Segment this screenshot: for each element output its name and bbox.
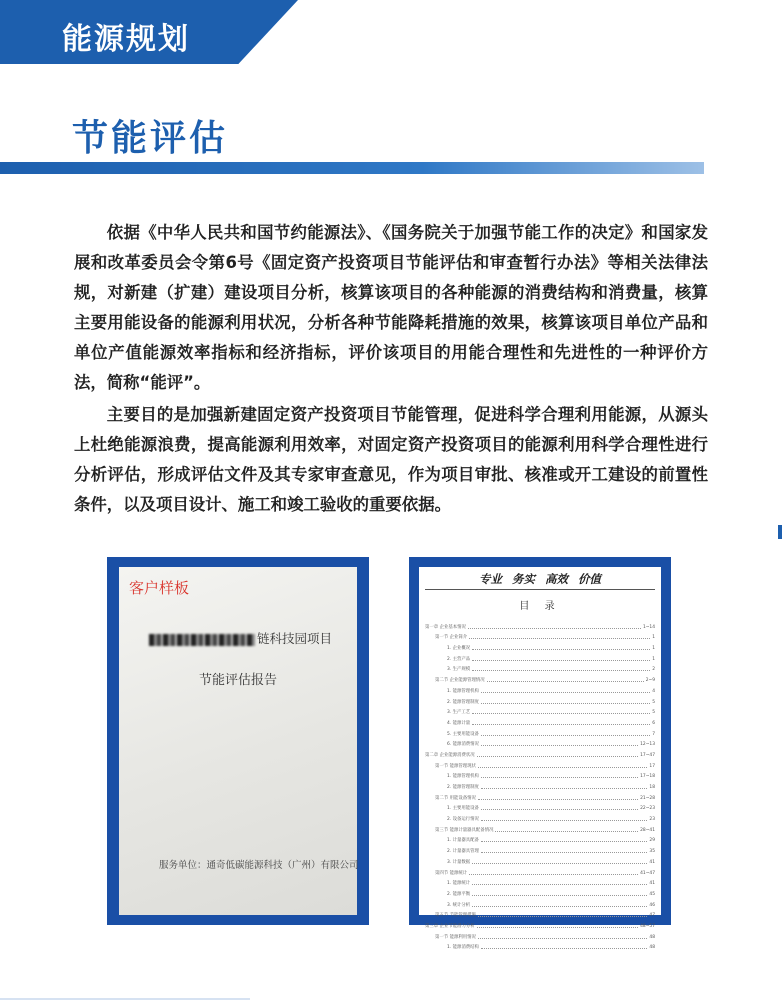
toc-item-page: 6 xyxy=(652,720,655,726)
toc-item-page: 17 xyxy=(649,763,655,769)
toc-item-page: 17~47 xyxy=(640,752,655,758)
toc-item-page: 48 xyxy=(649,934,655,940)
paragraph-purpose: 主要目的是加强新建固定资产投资项目节能管理，促进科学合理利用能源，从源头上杜绝能源浪费，提高能源利用效率，对固定资产投资项目的能源利用科学合理性进行分析评估，形成评估文件及其专家审查意见，作为项目审批、核准或开工建设的前置性条件，以及项目设计、施工和竣工验收的重要依据。 xyxy=(74,405,708,514)
toc-item-text: 1. 主要用能设备 xyxy=(447,806,479,812)
toc-item-page: 1 xyxy=(652,646,655,652)
toc-item-page: 45 xyxy=(649,891,655,897)
toc-item-text: 1. 能源统计 xyxy=(447,881,471,887)
toc-item-page: 17~18 xyxy=(640,774,655,780)
toc-item-text: 3. 计量数据 xyxy=(447,859,471,865)
toc-leader xyxy=(472,669,650,671)
toc-leader xyxy=(495,830,638,832)
toc-item-text: 2. 能源管理制度 xyxy=(447,785,479,790)
toc-item-page: 48 xyxy=(649,945,655,951)
report-cover xyxy=(119,567,357,915)
toc-item xyxy=(425,726,655,737)
toc-item xyxy=(425,876,655,887)
toc-item-text: 第五节 节能管理措施 xyxy=(435,913,476,919)
toc-item-text: 第一节 能源利用情况 xyxy=(435,934,476,940)
service-unit: 服务单位：通奇低碳能源科技（广州）有限公司 xyxy=(159,860,359,871)
toc-item xyxy=(425,940,655,951)
toc-slogan: 专业 务实 高效 价值 xyxy=(478,572,601,586)
toc-item-text: 2. 设备运行情况 xyxy=(447,817,479,823)
toc-leader xyxy=(478,937,647,939)
header-title: 能源规划 xyxy=(62,22,190,57)
toc-leader xyxy=(472,883,647,885)
toc-item-page: 48~57 xyxy=(640,923,655,929)
toc-leader xyxy=(472,712,650,714)
toc-leader xyxy=(481,744,638,746)
section-divider xyxy=(0,162,704,174)
toc-item-text: 第二节 企业能源管理情况 xyxy=(435,678,485,684)
toc-page-photo xyxy=(409,557,671,951)
toc-item xyxy=(425,630,655,641)
report-title: 节能评估报告 xyxy=(198,673,277,688)
toc-item-text: 2. 能源平衡 xyxy=(447,891,471,897)
toc-item xyxy=(425,801,655,812)
toc-item-text: 第三章 企业节能潜力分析 xyxy=(425,923,475,929)
toc-item-page: 21~28 xyxy=(640,795,655,801)
toc-item xyxy=(425,640,655,651)
toc-item xyxy=(425,662,655,673)
toc-item-text: 第一章 企业基本情况 xyxy=(425,624,466,630)
toc-item xyxy=(425,822,655,833)
toc-item-text: 2. 主营产品 xyxy=(447,656,471,662)
report-cover-photo xyxy=(107,557,369,925)
toc-item-page: 12~13 xyxy=(640,742,655,748)
toc-item-page: 23 xyxy=(649,817,655,823)
toc-item-page: 46 xyxy=(649,902,655,908)
toc-item-text: 4. 能源计量 xyxy=(447,720,471,726)
toc-item-page: 2~9 xyxy=(645,678,655,684)
toc-leader xyxy=(481,776,638,778)
toc-item xyxy=(425,811,655,822)
toc-leader xyxy=(481,808,638,810)
paragraph-basis: 依据《中华人民共和国节约能源法》、《国务院关于加强节能工作的决定》和国家发展和改革委员会令第6号《固定资产投资项目节能评估和审查暂行办法》等相关法律法规，对新建（扩建）建设项目分析，核算该项目的各种能源的消费结构和消费量，核算主要用能设备的能源利用状况，分析各种节能降耗措施的效果，核算该项目单位产品和单位产值能源效率指标和经济指标，评价该项目的用能合理性和先进性的一种评价方法，简称“能评”。 xyxy=(74,223,708,392)
toc-item-text: 1. 企业概况 xyxy=(447,646,471,652)
toc-item xyxy=(425,843,655,854)
toc-item-text: 第四节 能源统计 xyxy=(435,870,468,876)
toc-item xyxy=(425,886,655,897)
toc-item xyxy=(425,779,655,790)
toc-item-page: 4 xyxy=(652,688,655,694)
toc-item xyxy=(425,619,655,630)
toc-leader xyxy=(481,702,650,704)
toc-leader xyxy=(472,659,650,661)
toc-item-page: 18 xyxy=(649,785,655,790)
toc-leader xyxy=(472,723,650,725)
toc-item-page: 2 xyxy=(652,667,655,673)
toc-item-text: 1. 能源消费结构 xyxy=(447,945,479,951)
toc-leader xyxy=(469,873,638,875)
toc-item xyxy=(425,865,655,876)
toc-leader xyxy=(468,627,641,629)
toc-item xyxy=(425,918,655,929)
toc-leader xyxy=(469,637,650,639)
toc-item-text: 1. 计量器具配备 xyxy=(447,838,479,844)
project-suffix: 链科技园项目 xyxy=(257,631,333,646)
toc-leader xyxy=(472,648,650,650)
toc-item-text: 第三节 能源计量器具配备情况 xyxy=(435,827,494,833)
toc-heading: 目 录 xyxy=(519,601,561,612)
toc-item xyxy=(425,672,655,683)
toc-item-page: 41 xyxy=(649,859,655,865)
toc-item xyxy=(425,715,655,726)
toc-item-page: 28~41 xyxy=(640,827,655,833)
body-text xyxy=(74,218,708,520)
toc-item xyxy=(425,908,655,919)
toc-leader xyxy=(481,840,647,842)
toc-item-text: 5. 主要用能设备 xyxy=(447,731,479,737)
toc-leader xyxy=(478,798,638,800)
toc-item xyxy=(425,705,655,716)
toc-leader xyxy=(481,787,647,789)
toc-item-text: 2. 计量器具管理 xyxy=(447,849,479,855)
toc-page xyxy=(419,567,661,951)
toc-leader xyxy=(481,819,647,821)
section-title: 节能评估 xyxy=(72,118,229,159)
toc-item-page: 22~23 xyxy=(640,806,655,812)
toc-leader xyxy=(481,691,650,693)
toc-item-text: 3. 统计分析 xyxy=(447,902,471,908)
toc-leader xyxy=(478,915,647,917)
toc-item xyxy=(425,747,655,758)
toc-item xyxy=(425,769,655,780)
toc-item-text: 第一节 能源管理现状 xyxy=(435,763,476,769)
toc-item-text: 3. 生产工艺 xyxy=(447,710,471,716)
toc-item-text: 6. 能源消费情况 xyxy=(447,742,479,748)
toc-item-page: 1~14 xyxy=(642,624,655,630)
toc-item-page: 7 xyxy=(652,731,655,737)
toc-leader xyxy=(472,894,647,896)
toc-item-text: 第一节 企业简介 xyxy=(435,635,468,641)
toc-leader xyxy=(481,851,647,853)
redacted-name xyxy=(149,634,255,646)
toc-item-page: 41 xyxy=(649,881,655,887)
toc-divider xyxy=(425,589,655,590)
toc-item xyxy=(425,854,655,865)
toc-item xyxy=(425,929,655,940)
toc-item-text: 第二章 企业能源消费状况 xyxy=(425,752,475,758)
toc-leader xyxy=(477,755,638,757)
toc-item xyxy=(425,758,655,769)
toc-item xyxy=(425,694,655,705)
toc-leader xyxy=(472,905,647,907)
toc-item xyxy=(425,651,655,662)
toc-leader xyxy=(481,734,650,736)
toc-item-page: 35 xyxy=(649,849,655,855)
toc-item-page: 47 xyxy=(649,913,655,919)
toc-item-page: 1 xyxy=(652,635,655,641)
toc-item xyxy=(425,737,655,748)
toc-list xyxy=(425,619,655,950)
toc-leader xyxy=(477,926,638,928)
toc-item-text: 第二节 用能设备情况 xyxy=(435,795,476,801)
toc-leader xyxy=(472,862,647,864)
toc-item-text: 3. 生产规模 xyxy=(447,667,471,673)
toc-leader xyxy=(487,680,644,682)
toc-item-text: 1. 能源管理机构 xyxy=(447,774,479,780)
side-mark xyxy=(778,525,782,539)
toc-item-page: 1 xyxy=(652,656,655,662)
project-name xyxy=(149,629,347,647)
toc-leader xyxy=(481,947,647,949)
toc-item-page: 5 xyxy=(652,699,655,705)
toc-item-page: 41~47 xyxy=(640,870,655,876)
toc-item-page: 29 xyxy=(649,838,655,844)
toc-item-text: 1. 能源管理机构 xyxy=(447,688,479,694)
toc-item xyxy=(425,897,655,908)
toc-item xyxy=(425,790,655,801)
toc-item-page: 5 xyxy=(652,710,655,716)
toc-leader xyxy=(478,766,647,768)
toc-item xyxy=(425,833,655,844)
toc-item-text: 2. 能源管理制度 xyxy=(447,699,479,705)
toc-item xyxy=(425,683,655,694)
sample-label: 客户样板 xyxy=(129,579,190,597)
